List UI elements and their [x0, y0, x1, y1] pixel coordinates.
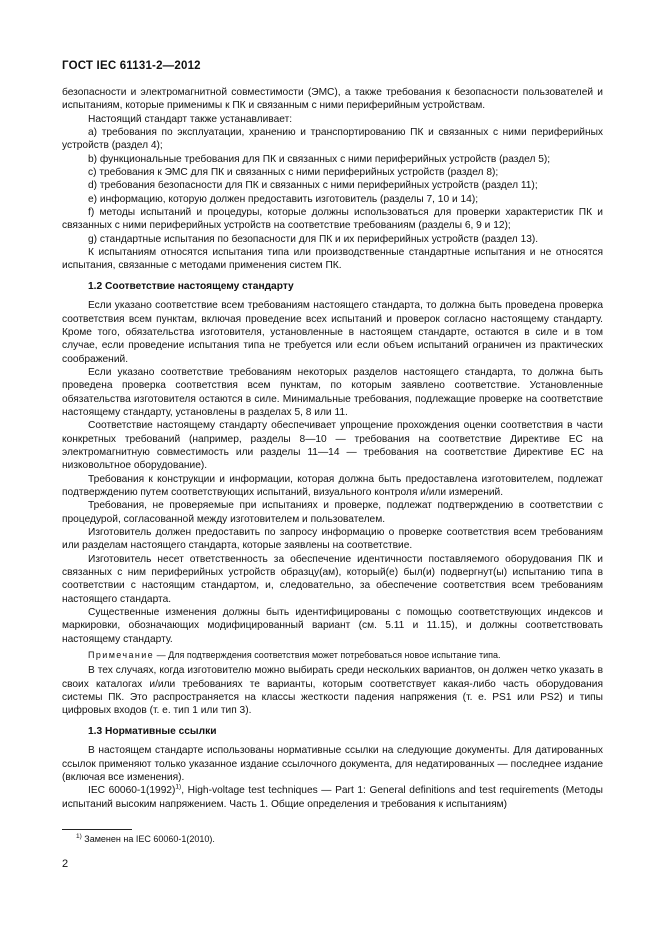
reference-id: IEC 60060-1(1992): [88, 785, 176, 797]
list-item: b) функциональные требования для ПК и связанных с ними периферийных устройств (раздел 5);: [88, 153, 551, 165]
note: [62, 649, 603, 662]
paragraph: Изготовитель должен предоставить по запросу информацию о проверке соответствия всем требованиям или разделам настоящего стандарта, которые заявлены на соответствие.: [62, 527, 603, 552]
list-item: d) требования безопасности для ПК и связанных с ними периферийных устройств (раздел 11);: [88, 180, 538, 192]
footnote-divider: [62, 829, 132, 830]
section-heading: 1.3 Нормативные ссылки: [88, 725, 217, 737]
footnote-text: Заменен на IEC 60060-1(2010).: [84, 834, 215, 844]
paragraph: безопасности и электромагнитной совместимости (ЭМС), а также требования к безопасности пользователей и испытаниям, которые применимы к ПК и связанным с ними периферийным устройствам.: [62, 87, 603, 112]
main-content: [62, 86, 603, 811]
paragraph: В тех случаях, когда изготовителю можно выбирать среди нескольких вариантов, он должен четко указать в своих каталогах и/или требованиях те варианты, которым соответствует какая-либо часть оборудования системы ПК. Это распространяется на классы жесткости падения напряжения (т. е. PS1 или PS2) и типы цифровых входов (т. е. тип 1 или тип 3).: [62, 665, 603, 717]
reference-entry: [62, 784, 603, 811]
reference-title: , High-voltage test techniques — Part 1: General definitions and test requirements (Методы испытаний высоким напряжением. Часть 1. Общие определения и требования к испытаниям): [62, 785, 603, 810]
list-item: e) информацию, которую должен предоставить изготовитель (разделы 7, 10 и 14);: [88, 193, 479, 205]
list-item: a) требования по эксплуатации, хранению и транспортированию ПК и связанных с ними периферийных устройств (раздел 4);: [62, 127, 603, 152]
paragraph: К испытаниям относятся испытания типа или производственные стандартные испытания и не относятся испытания, связанные с методами применения систем ПК.: [62, 247, 603, 272]
paragraph: Соответствие настоящему стандарту обеспечивает упрощение прохождения оценки соответствия в части конкретных требований (например, разделы 8—10 — требования на соответствие Директиве ЕС на электромагнитную совместимость или разделы 11—14 — требования на соответствие Директиве ЕС на низковольтное оборудование).: [62, 420, 603, 472]
document-header: ГОСТ IEC 61131-2—2012: [62, 60, 201, 72]
paragraph: Требования к конструкции и информации, которая должна быть предоставлена изготовителем, подлежат подтверждению путем соответствующих испытаний, визуального контроля и/или измерений.: [62, 473, 603, 498]
paragraph: Если указано соответствие требованиям некоторых разделов настоящего стандарта, то должна быть проведена проверка соответствия всем пунктам, по которым заявлено соответствие. Установленные обязательства изготовителя остаются в силе. Минимальные требования, подлежащие проверке на соответствие настоящему стандарту, установлены в разделах 5, 8 или 11.: [62, 366, 603, 418]
note-text: — Для подтверждения соответствия может потребоваться новое испытание типа.: [154, 650, 501, 661]
paragraph: Изготовитель несет ответственность за обеспечение идентичности поставляемого оборудования ПК и связанных с ним периферийных устройств образцу(ам), который(е) был(и) подвергнут(ы) испытанию типа в соответствии с настоящим стандартом, и, следовательно, за обеспечение соответствия всем требованиям настоящего стандарта.: [62, 553, 603, 605]
section-heading: 1.2 Соответствие настоящему стандарту: [88, 280, 294, 292]
page-number: 2: [62, 858, 69, 870]
footnote-ref: 1): [175, 783, 182, 791]
note-label: Примечание: [88, 650, 155, 661]
paragraph: Существенные изменения должны быть идентифицированы с помощью соответствующих индексов и маркировки, обозначающих модифицированный вариант (см. 5.11 и 11.15), и должны соответствовать настоящему стандарту.: [62, 607, 603, 645]
paragraph: В настоящем стандарте использованы нормативные ссылки на следующие документы. Для датированных ссылок применяют только указанное издание ссылочного документа, для недатированных — последнее издание (включая все изменения).: [62, 745, 603, 783]
footnote: [76, 834, 215, 844]
footnote-mark: 1): [76, 833, 82, 840]
list-item: g) стандартные испытания по безопасности для ПК и их периферийных устройств (раздел 13).: [88, 233, 539, 245]
paragraph: Настоящий стандарт также устанавливает:: [88, 113, 293, 125]
paragraph: Требования, не проверяемые при испытаниях и проверке, подлежат подтверждению в соответствии с процедурой, согласованной между изготовителем и пользователем.: [62, 500, 603, 525]
list-item: f) методы испытаний и процедуры, которые должны использоваться для проверки характеристик ПК и связанных с ними периферийных устройств на соответствие требованиям (разделы 6, 9 и 12);: [62, 207, 603, 232]
paragraph: Если указано соответствие всем требованиям настоящего стандарта, то должна быть проведена проверка соответствия всем пунктам, включая проведение всех испытаний и проверок согласно настоящему стандарту. Кроме того, обязательства изготовителя, установленные в настоящем стандарте, остаются в силе и в том случае, если проведение испытания типа не требуется или если объем испытаний ограничен из практических соображений.: [62, 300, 603, 365]
list-item: c) требования к ЭМС для ПК и связанных с ними периферийных устройств (раздел 8);: [88, 167, 499, 179]
